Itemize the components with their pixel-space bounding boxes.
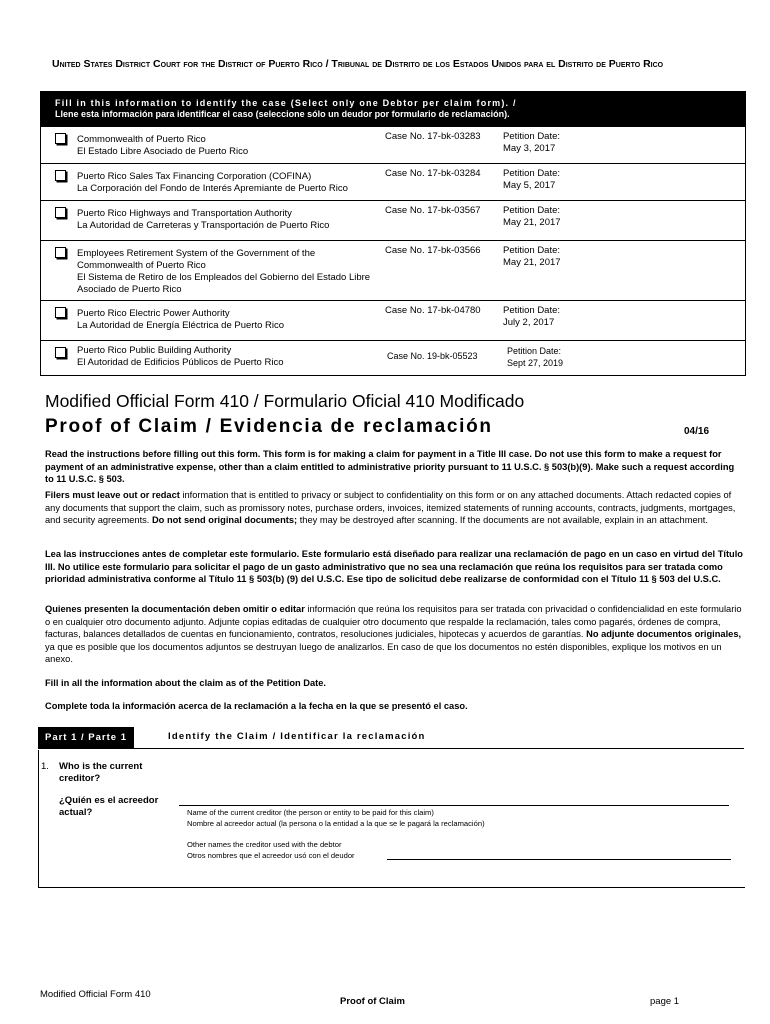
petition-date-note-en: Fill in all the information about the claim as of the Petition Date. (45, 678, 326, 688)
part1-header (38, 727, 744, 749)
petition-date: Petition Date: Sept 27, 2019 (507, 346, 564, 368)
other-names-caption: Other names the creditor used with the debtor Otros nombres que el acreedor usó con el deudor (187, 840, 355, 860)
debtor-checkbox[interactable] (55, 133, 66, 144)
case-box-header (41, 92, 745, 126)
case-number: Case No. 17-bk-03283 (385, 131, 481, 142)
question-number: 1. (41, 761, 49, 772)
question-1-es: ¿Quién es el acreedor actual? (59, 795, 159, 818)
footer-page-number: page 1 (650, 996, 680, 1007)
case-number: Case No. 17-bk-03284 (385, 168, 481, 179)
petition-date: Petition Date: May 21, 2017 (503, 245, 561, 268)
question-1-en: Who is the current creditor? (59, 761, 143, 784)
case-info-box (40, 91, 746, 376)
debtor-row-ers (41, 240, 745, 300)
debtor-row-cofina (41, 163, 745, 200)
debtor-name: Puerto Rico Public Building Authority El Autoridad de Edificios Públicos de Puerto Rico (77, 345, 284, 368)
footer-form-name: Modified Official Form 410 (40, 989, 151, 1000)
redaction-notice-en: Filers must leave out or redact information that is entitled to privacy or subject to confidentiality on this form or on any attached documents. Attach redacted copies of any documents that support the claim, such as promissory notes, purchase orders, invoices, itemized statements of running accounts, contracts, judgments, mortgages, and security agreements. Do not send original documents; they may be destroyed after scanning. If the documents are not available, explain in an attachment. (45, 490, 736, 525)
court-heading: United States District Court for the District of Puerto Rico / Tribunal de Distrito de los Estados Unidos para el Distrito de Puerto Rico (52, 58, 664, 70)
debtor-row-hta (41, 200, 745, 240)
instructions-es: Lea las instrucciones antes de completar este formulario. Este formulario está diseñado para realizar una reclamación de pago en un caso en virtud del Título III. No utilice este formulario para solicitar el pago de un gasto administrativo que no sea una reclamación que reúna los requisitos para ser tratada como prioridad administrativa conforme al Título 11 § 503(b) (9) del U.S.C. Ese tipo de solicitud debe realizarse de conformidad con el Título 11 § 503 del U.S.C. (45, 549, 743, 584)
form-date-code: 04/16 (684, 426, 710, 437)
debtor-row-commonwealth (41, 126, 745, 163)
form-subtitle: Modified Official Form 410 / Formulario Oficial 410 Modificado (45, 391, 525, 411)
debtor-name: Employees Retirement System of the Government of the Commonwealth of Puerto Rico El Sistema de Retiro de los Empleados del Gobierno del Estado Libre Asociado de Puerto Rico (77, 248, 371, 295)
petition-date: Petition Date: July 2, 2017 (503, 305, 561, 328)
debtor-row-prepa (41, 300, 745, 340)
debtor-row-pba (41, 340, 745, 375)
debtor-name: Puerto Rico Electric Power Authority La Autoridad de Energía Eléctrica de Puerto Rico (77, 308, 285, 331)
petition-date: Petition Date: May 21, 2017 (503, 205, 561, 228)
current-creditor-name-field[interactable] (179, 805, 729, 806)
case-header-es: Llene esta información para identificar el caso (seleccione sólo un deudor por formulario de reclamación). (55, 109, 510, 119)
redaction-notice-es: Quienes presenten la documentación deben omitir o editar información que reúna los requisitos para ser tratada con privacidad o confidencialidad en este formulario o en cualquier otro documento adjunto. Adjunte copias editadas de cualquier otro documento que respalde la reclamación, tales como pagarés, órdenes de compra, facturas, balances detallados de cuentas en funcionamiento, contratos, resoluciones judiciales, hipotecas y acuerdos de garantías. No adjunte documentos originales, ya que es posible que los documentos adjuntos se destruyan luego de analizarlos. En caso de que los documentos no estén disponibles, explique los motivos en un anexo. (45, 604, 742, 664)
debtor-name: Puerto Rico Highways and Transportation Authority La Autoridad de Carreteras y Transportación de Puerto Rico (77, 208, 330, 231)
question-1-box (38, 750, 745, 888)
petition-date: Petition Date: May 3, 2017 (503, 131, 561, 154)
instructions-en: Read the instructions before filling out this form. This form is for making a claim for payment in a Title III case. Do not use this form to make a request for payment of an administrative expense, other than a claim entitled to administrative priority pursuant to 11 U.S.C. § 503(b)(9). Make such a request according to 11 U.S.C. § 503. (45, 449, 735, 484)
creditor-name-caption: Name of the current creditor (the person or entity to be paid for this claim) Nombre al acreedor actual (la persona o la entidad a la que se le pagará la reclamación) (187, 808, 485, 828)
other-names-field[interactable] (387, 859, 731, 860)
part1-label: Part 1 / Parte 1 (38, 727, 134, 748)
petition-date-note-es: Complete toda la información acerca de la reclamación a la fecha en la que se presentó el caso. (45, 701, 468, 711)
debtor-checkbox[interactable] (55, 247, 66, 258)
footer-title: Proof of Claim (340, 996, 405, 1007)
form-title: Proof of Claim / Evidencia de reclamación (45, 416, 493, 437)
petition-date: Petition Date: May 5, 2017 (503, 168, 561, 191)
case-number: Case No. 17-bk-03566 (385, 245, 481, 256)
debtor-name: Puerto Rico Sales Tax Financing Corporation (COFINA) La Corporación del Fondo de Interés Apremiante de Puerto Rico (77, 171, 348, 194)
debtor-name: Commonwealth of Puerto Rico El Estado Libre Asociado de Puerto Rico (77, 134, 249, 157)
case-number: Case No. 17-bk-04780 (385, 305, 481, 316)
debtor-checkbox[interactable] (55, 207, 66, 218)
debtor-checkbox[interactable] (55, 347, 66, 358)
debtor-checkbox[interactable] (55, 307, 66, 318)
part1-title: Identify the Claim / Identificar la reclamación (168, 731, 426, 742)
case-number: Case No. 19-bk-05523 (387, 351, 478, 361)
case-number: Case No. 17-bk-03567 (385, 205, 481, 216)
case-header-en: Fill in this information to identify the case (Select only one Debtor per claim form). / (55, 98, 517, 108)
debtor-checkbox[interactable] (55, 170, 66, 181)
